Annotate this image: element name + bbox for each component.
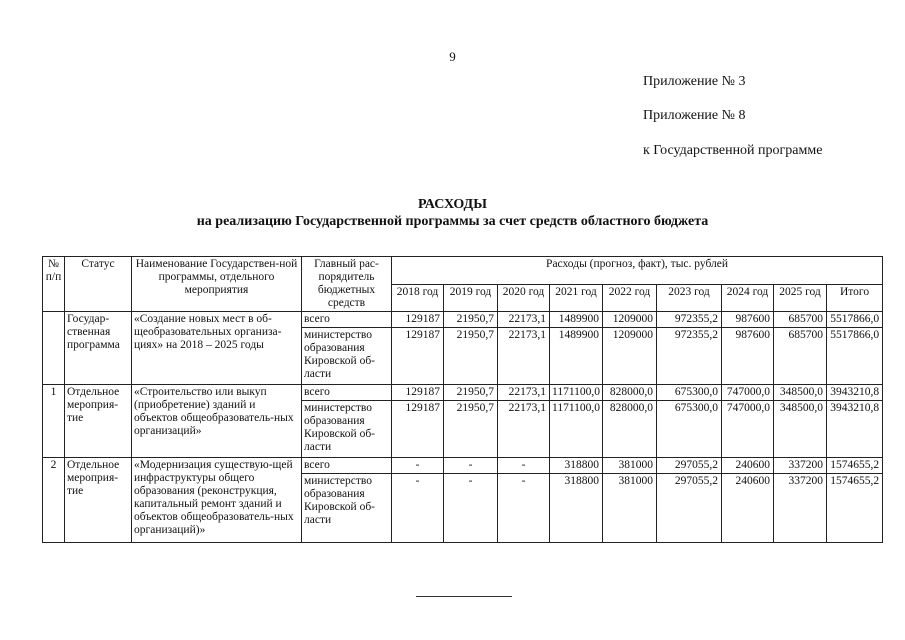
value-cell: 381000 — [603, 458, 657, 474]
value-cell: 348500,0 — [774, 385, 827, 401]
value-cell: 987600 — [722, 312, 774, 328]
value-cell: 240600 — [722, 474, 774, 543]
header-total: Итого — [827, 284, 883, 312]
value-cell: 675300,0 — [657, 385, 722, 401]
appendix-line-2: Приложение № 8 — [643, 108, 746, 123]
value-cell: 747000,0 — [722, 401, 774, 458]
header-year: 2022 год — [603, 284, 657, 312]
row-manager: всего — [302, 458, 392, 474]
value-cell: 5517866,0 — [827, 312, 883, 328]
value-cell: 337200 — [774, 458, 827, 474]
value-cell: 1574655,2 — [827, 458, 883, 474]
value-cell: 3943210,8 — [827, 401, 883, 458]
value-cell: 21950,7 — [444, 385, 498, 401]
appendix-line-3: к Государственной программе — [643, 143, 823, 158]
row-manager: министерство образования Кировской об-ласти — [302, 474, 392, 543]
expenses-table — [42, 256, 883, 543]
row-status: Отдельное мероприя-тие — [65, 458, 132, 543]
value-cell: 129187 — [392, 385, 444, 401]
value-cell: 1574655,2 — [827, 474, 883, 543]
header-year: 2020 год — [498, 284, 550, 312]
table-row — [43, 312, 883, 328]
row-name: «Модернизация существую-щей инфраструктуры общего образования (реконструкция, капитальный ремонт зданий и объектов общеобразователь-ных организаций)» — [132, 458, 302, 543]
value-cell: - — [392, 474, 444, 543]
document-title: РАСХОДЫ — [418, 197, 487, 212]
value-cell: 987600 — [722, 328, 774, 385]
header-year: 2024 год — [722, 284, 774, 312]
row-status: Государ-ственная программа — [65, 312, 132, 385]
page-number: 9 — [449, 49, 456, 64]
value-cell: - — [444, 474, 498, 543]
value-cell: 828000,0 — [603, 401, 657, 458]
value-cell: - — [444, 458, 498, 474]
value-cell: - — [498, 474, 550, 543]
value-cell: 685700 — [774, 328, 827, 385]
value-cell: 318800 — [550, 474, 603, 543]
value-cell: 972355,2 — [657, 312, 722, 328]
row-manager: всего — [302, 385, 392, 401]
value-cell: 129187 — [392, 401, 444, 458]
value-cell: 22173,1 — [498, 385, 550, 401]
row-manager: министерство образования Кировской об-ласти — [302, 401, 392, 458]
value-cell: 685700 — [774, 312, 827, 328]
header-year: 2021 год — [550, 284, 603, 312]
row-name: «Создание новых мест в об-щеобразовательных организа-циях» на 2018 – 2025 годы — [132, 312, 302, 385]
value-cell: 828000,0 — [603, 385, 657, 401]
value-cell: 22173,1 — [498, 401, 550, 458]
value-cell: 337200 — [774, 474, 827, 543]
value-cell: 5517866,0 — [827, 328, 883, 385]
value-cell: 1489900 — [550, 312, 603, 328]
value-cell: 21950,7 — [444, 312, 498, 328]
value-cell: 21950,7 — [444, 401, 498, 458]
table-row — [43, 458, 883, 474]
value-cell: 297055,2 — [657, 458, 722, 474]
row-num — [43, 312, 65, 385]
value-cell: 747000,0 — [722, 385, 774, 401]
value-cell: 348500,0 — [774, 401, 827, 458]
header-year: 2025 год — [774, 284, 827, 312]
table-row — [43, 385, 883, 401]
row-manager: всего — [302, 312, 392, 328]
header-name: Наименование Государствен-ной программы, отдельного мероприятия — [132, 257, 302, 312]
value-cell: 22173,1 — [498, 312, 550, 328]
value-cell: 1209000 — [603, 328, 657, 385]
value-cell: 297055,2 — [657, 474, 722, 543]
header-year: 2023 год — [657, 284, 722, 312]
value-cell: 129187 — [392, 312, 444, 328]
value-cell: 240600 — [722, 458, 774, 474]
header-year: 2018 год — [392, 284, 444, 312]
value-cell: 22173,1 — [498, 328, 550, 385]
row-status: Отдельное мероприя-тие — [65, 385, 132, 458]
value-cell: 1171100,0 — [550, 401, 603, 458]
header-status: Статус — [65, 257, 132, 312]
value-cell: 3943210,8 — [827, 385, 883, 401]
footer-divider — [416, 596, 512, 597]
value-cell: - — [392, 458, 444, 474]
value-cell: 972355,2 — [657, 328, 722, 385]
row-manager: министерство образования Кировской об-ласти — [302, 328, 392, 385]
header-expenses: Расходы (прогноз, факт), тыс. рублей — [392, 257, 883, 285]
value-cell: 318800 — [550, 458, 603, 474]
header-num: № п/п — [43, 257, 65, 312]
document-subtitle: на реализацию Государственной программы за счет средств областного бюджета — [196, 214, 709, 229]
header-row-1 — [43, 257, 883, 285]
value-cell: 1209000 — [603, 312, 657, 328]
value-cell: - — [498, 458, 550, 474]
row-name: «Строительство или выкуп (приобретение) зданий и объектов общеобразователь-ных организаций» — [132, 385, 302, 458]
row-num: 1 — [43, 385, 65, 458]
value-cell: 21950,7 — [444, 328, 498, 385]
value-cell: 381000 — [603, 474, 657, 543]
appendix-line-1: Приложение № 3 — [643, 74, 746, 89]
row-num: 2 — [43, 458, 65, 543]
value-cell: 1489900 — [550, 328, 603, 385]
value-cell: 129187 — [392, 328, 444, 385]
header-manager: Главный рас-порядитель бюджетных средств — [302, 257, 392, 312]
value-cell: 1171100,0 — [550, 385, 603, 401]
value-cell: 675300,0 — [657, 401, 722, 458]
header-year: 2019 год — [444, 284, 498, 312]
